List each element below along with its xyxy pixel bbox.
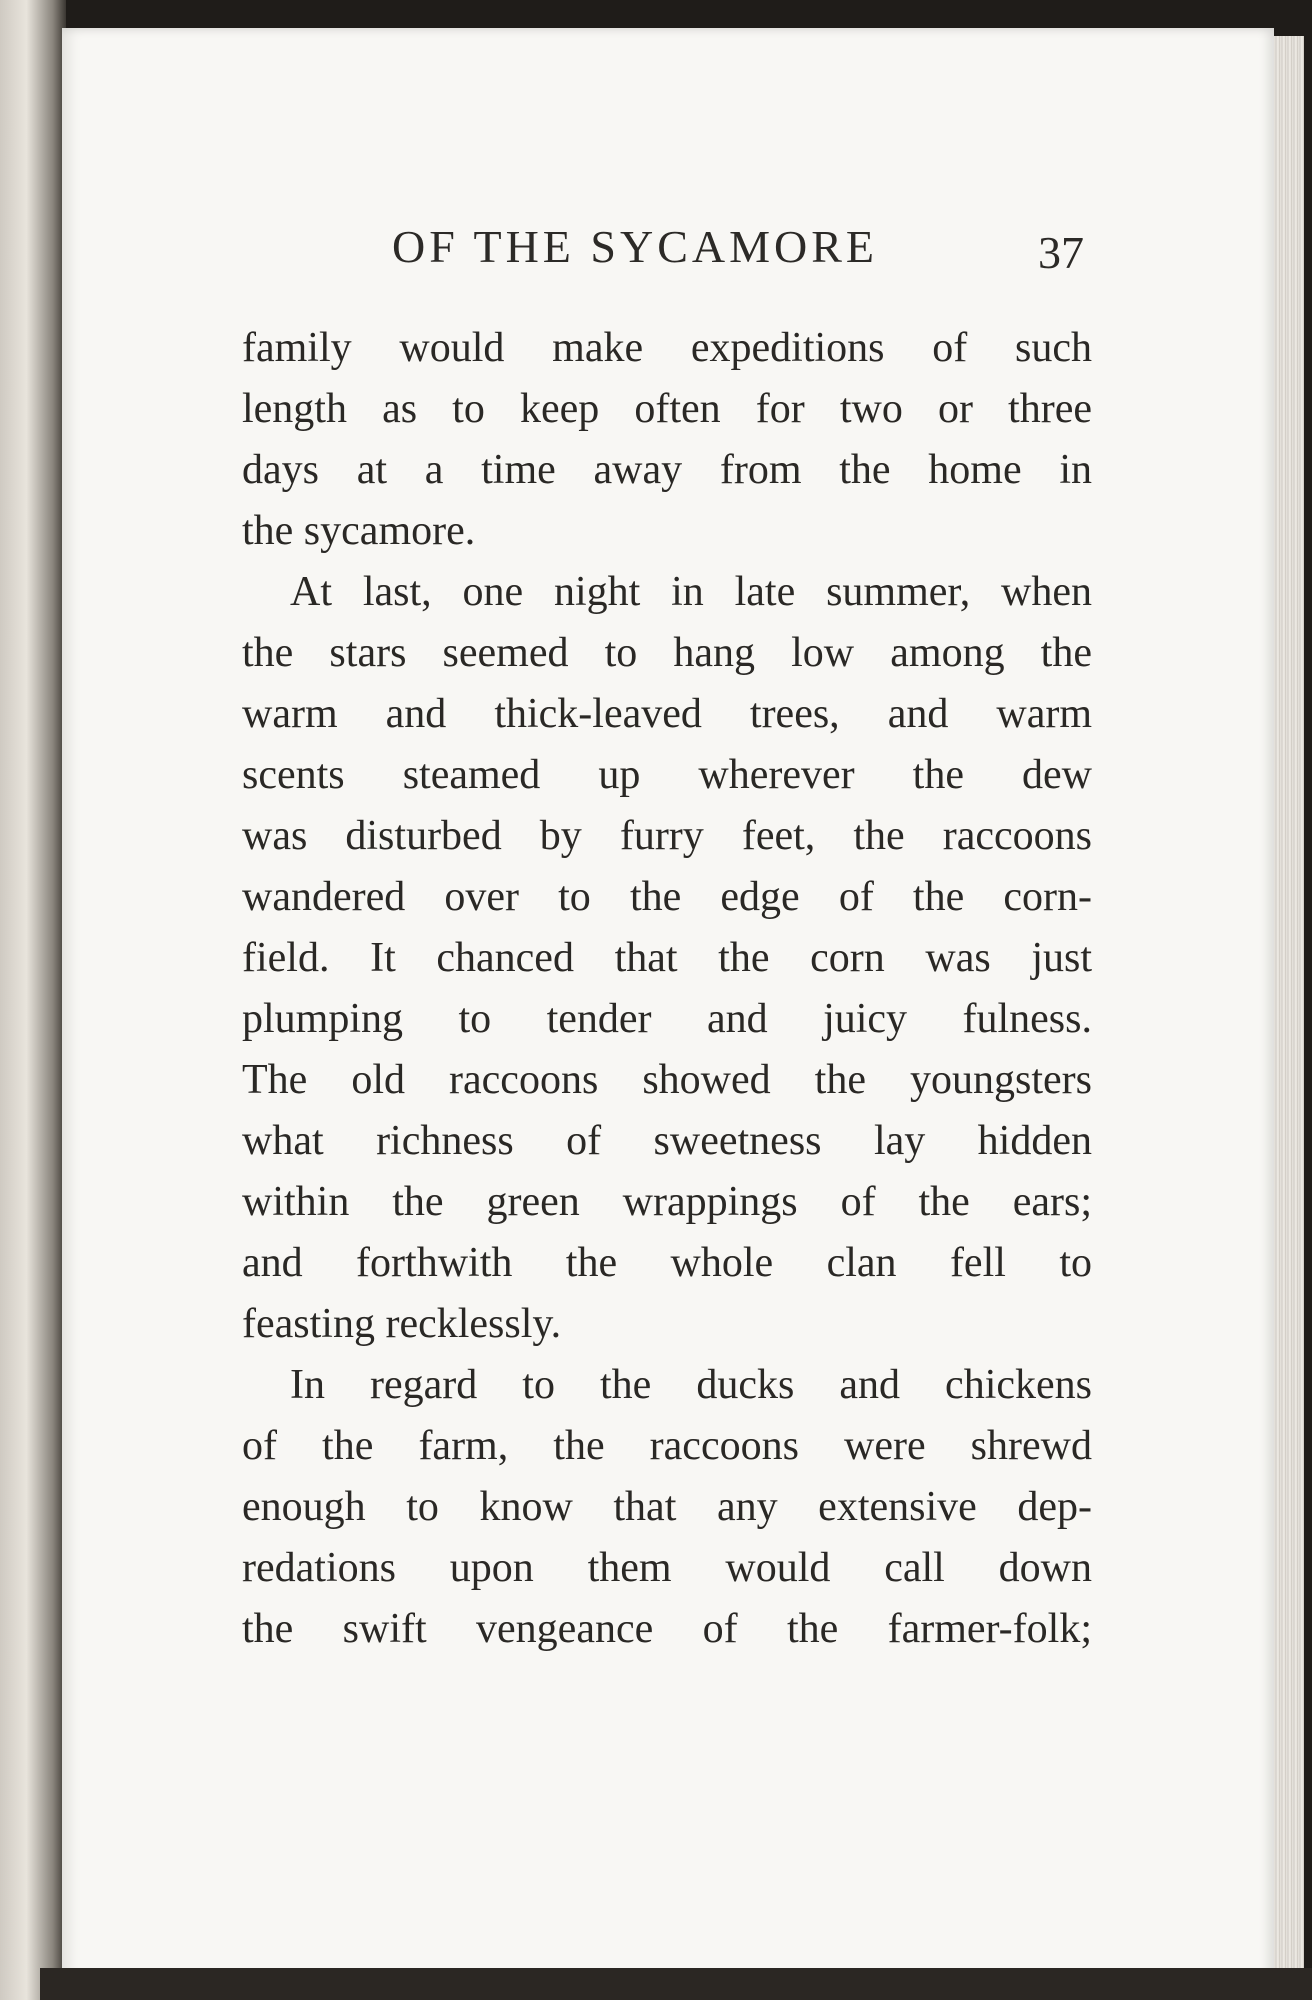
text-line: and forthwith the whole clan fell to (242, 1240, 1092, 1286)
running-title: OF THE SYCAMORE (392, 221, 878, 272)
book-page (62, 28, 1274, 1980)
text-line: was disturbed by furry feet, the raccoons (242, 813, 1092, 859)
text-line: field. It chanced that the corn was just (242, 935, 1092, 981)
stacked-page-edges (1274, 36, 1304, 1972)
text-line: In regard to the ducks and chickens (290, 1362, 1092, 1408)
paragraph-1 (242, 318, 1092, 562)
text-line: the sycamore. (242, 508, 476, 554)
paragraph-2 (242, 562, 1092, 1355)
text-line: The old raccoons showed the youngsters (242, 1057, 1092, 1103)
text-line: the stars seemed to hang low among the (242, 630, 1092, 676)
text-line: of the farm, the raccoons were shrewd (242, 1423, 1092, 1469)
text-line: warm and thick-leaved trees, and warm (242, 691, 1092, 737)
text-line: what richness of sweetness lay hidden (242, 1118, 1092, 1164)
text-line: enough to know that any extensive dep- (242, 1484, 1092, 1530)
page-number: 37 (1038, 227, 1084, 278)
body-text (242, 318, 1092, 1660)
text-line: the swift vengeance of the farmer-folk; (242, 1606, 1092, 1652)
text-line: wandered over to the edge of the corn- (242, 874, 1092, 920)
text-line: family would make expeditions of such (242, 325, 1092, 371)
text-line: scents steamed up wherever the dew (242, 752, 1092, 798)
book-bottom-edge (40, 1968, 1312, 2000)
book-binding-edge (0, 0, 66, 2000)
text-line: within the green wrappings of the ears; (242, 1179, 1092, 1225)
text-line: At last, one night in late summer, when (290, 569, 1092, 615)
text-line: days at a time away from the home in (242, 447, 1092, 493)
paragraph-3 (242, 1355, 1092, 1660)
text-line: redations upon them would call down (242, 1545, 1092, 1591)
text-line: plumping to tender and juicy fulness. (242, 996, 1092, 1042)
running-head (62, 220, 1274, 280)
text-line: length as to keep often for two or three (242, 386, 1092, 432)
text-line: feasting recklessly. (242, 1301, 562, 1347)
